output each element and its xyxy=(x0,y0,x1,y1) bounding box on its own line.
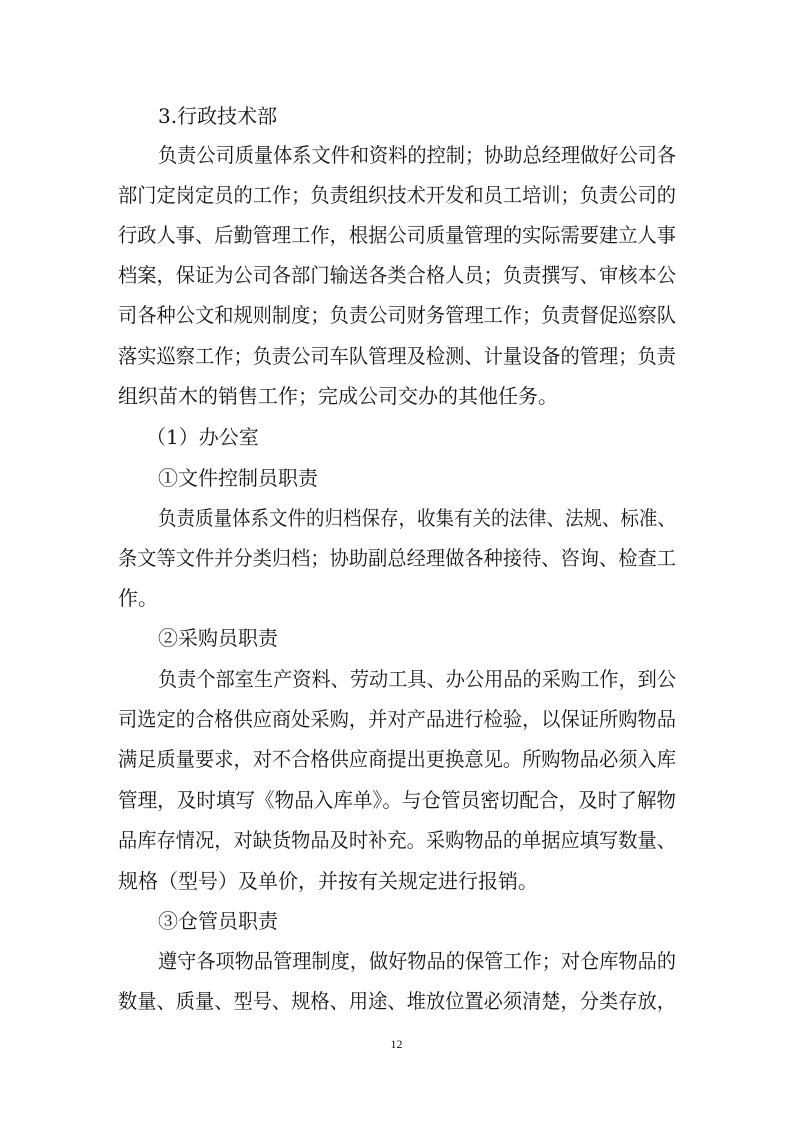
paragraph-line: 档案，保证为公司各部门输送各类合格人员；负责撰写、审核本公 xyxy=(118,263,676,287)
doc-controller-heading: ①文件控制员职责 xyxy=(158,466,318,490)
paragraph-line: 作。 xyxy=(118,586,158,610)
purchaser-heading: ②采购员职责 xyxy=(158,626,278,650)
office-heading: （1）办公室 xyxy=(146,425,259,449)
paragraph-line: 条文等文件并分类归档；协助副总经理做各种接待、咨询、检查工 xyxy=(118,546,676,570)
paragraph-line: 负责质量体系文件的归档保存，收集有关的法律、法规、标准、 xyxy=(158,506,676,530)
paragraph-line: 品库存情况，对缺货物品及时补充。采购物品的单据应填写数量、 xyxy=(118,828,676,852)
paragraph-line: 落实巡察工作；负责公司车队管理及检测、计量设备的管理；负责 xyxy=(118,344,676,368)
paragraph-line: 司各种公文和规则制度；负责公司财务管理工作；负责督促巡察队 xyxy=(118,303,676,327)
paragraph-line: 管理，及时填写《物品入库单》。与仓管员密切配合，及时了解物 xyxy=(118,788,676,812)
paragraph-line: 遵守各项物品管理制度，做好物品的保管工作；对仓库物品的 xyxy=(158,949,676,973)
paragraph-line: 负责公司质量体系文件和资料的控制；协助总经理做好公司各 xyxy=(158,143,676,167)
paragraph-line: 部门定岗定员的工作；负责组织技术开发和员工培训；负责公司的 xyxy=(118,183,676,207)
paragraph-line: 规格（型号）及单价，并按有关规定进行报销。 xyxy=(118,869,538,893)
section-heading: 3.行政技术部 xyxy=(158,104,278,128)
paragraph-line: 行政人事、后勤管理工作，根据公司质量管理的实际需要建立人事 xyxy=(118,223,676,247)
paragraph-line: 司选定的合格供应商处采购，并对产品进行检验，以保证所购物品 xyxy=(118,707,676,731)
paragraph-line: 组织苗木的销售工作；完成公司交办的其他任务。 xyxy=(118,384,558,408)
paragraph-line: 数量、质量、型号、规格、用途、堆放位置必须清楚，分类存放， xyxy=(118,989,676,1013)
paragraph-line: 负责个部室生产资料、劳动工具、办公用品的采购工作，到公 xyxy=(158,667,676,691)
warehouse-keeper-heading: ③仓管员职责 xyxy=(158,909,278,933)
paragraph-line: 满足质量要求，对不合格供应商提出更换意见。所购物品必须入库 xyxy=(118,747,676,771)
page-number: 12 xyxy=(390,1037,403,1051)
